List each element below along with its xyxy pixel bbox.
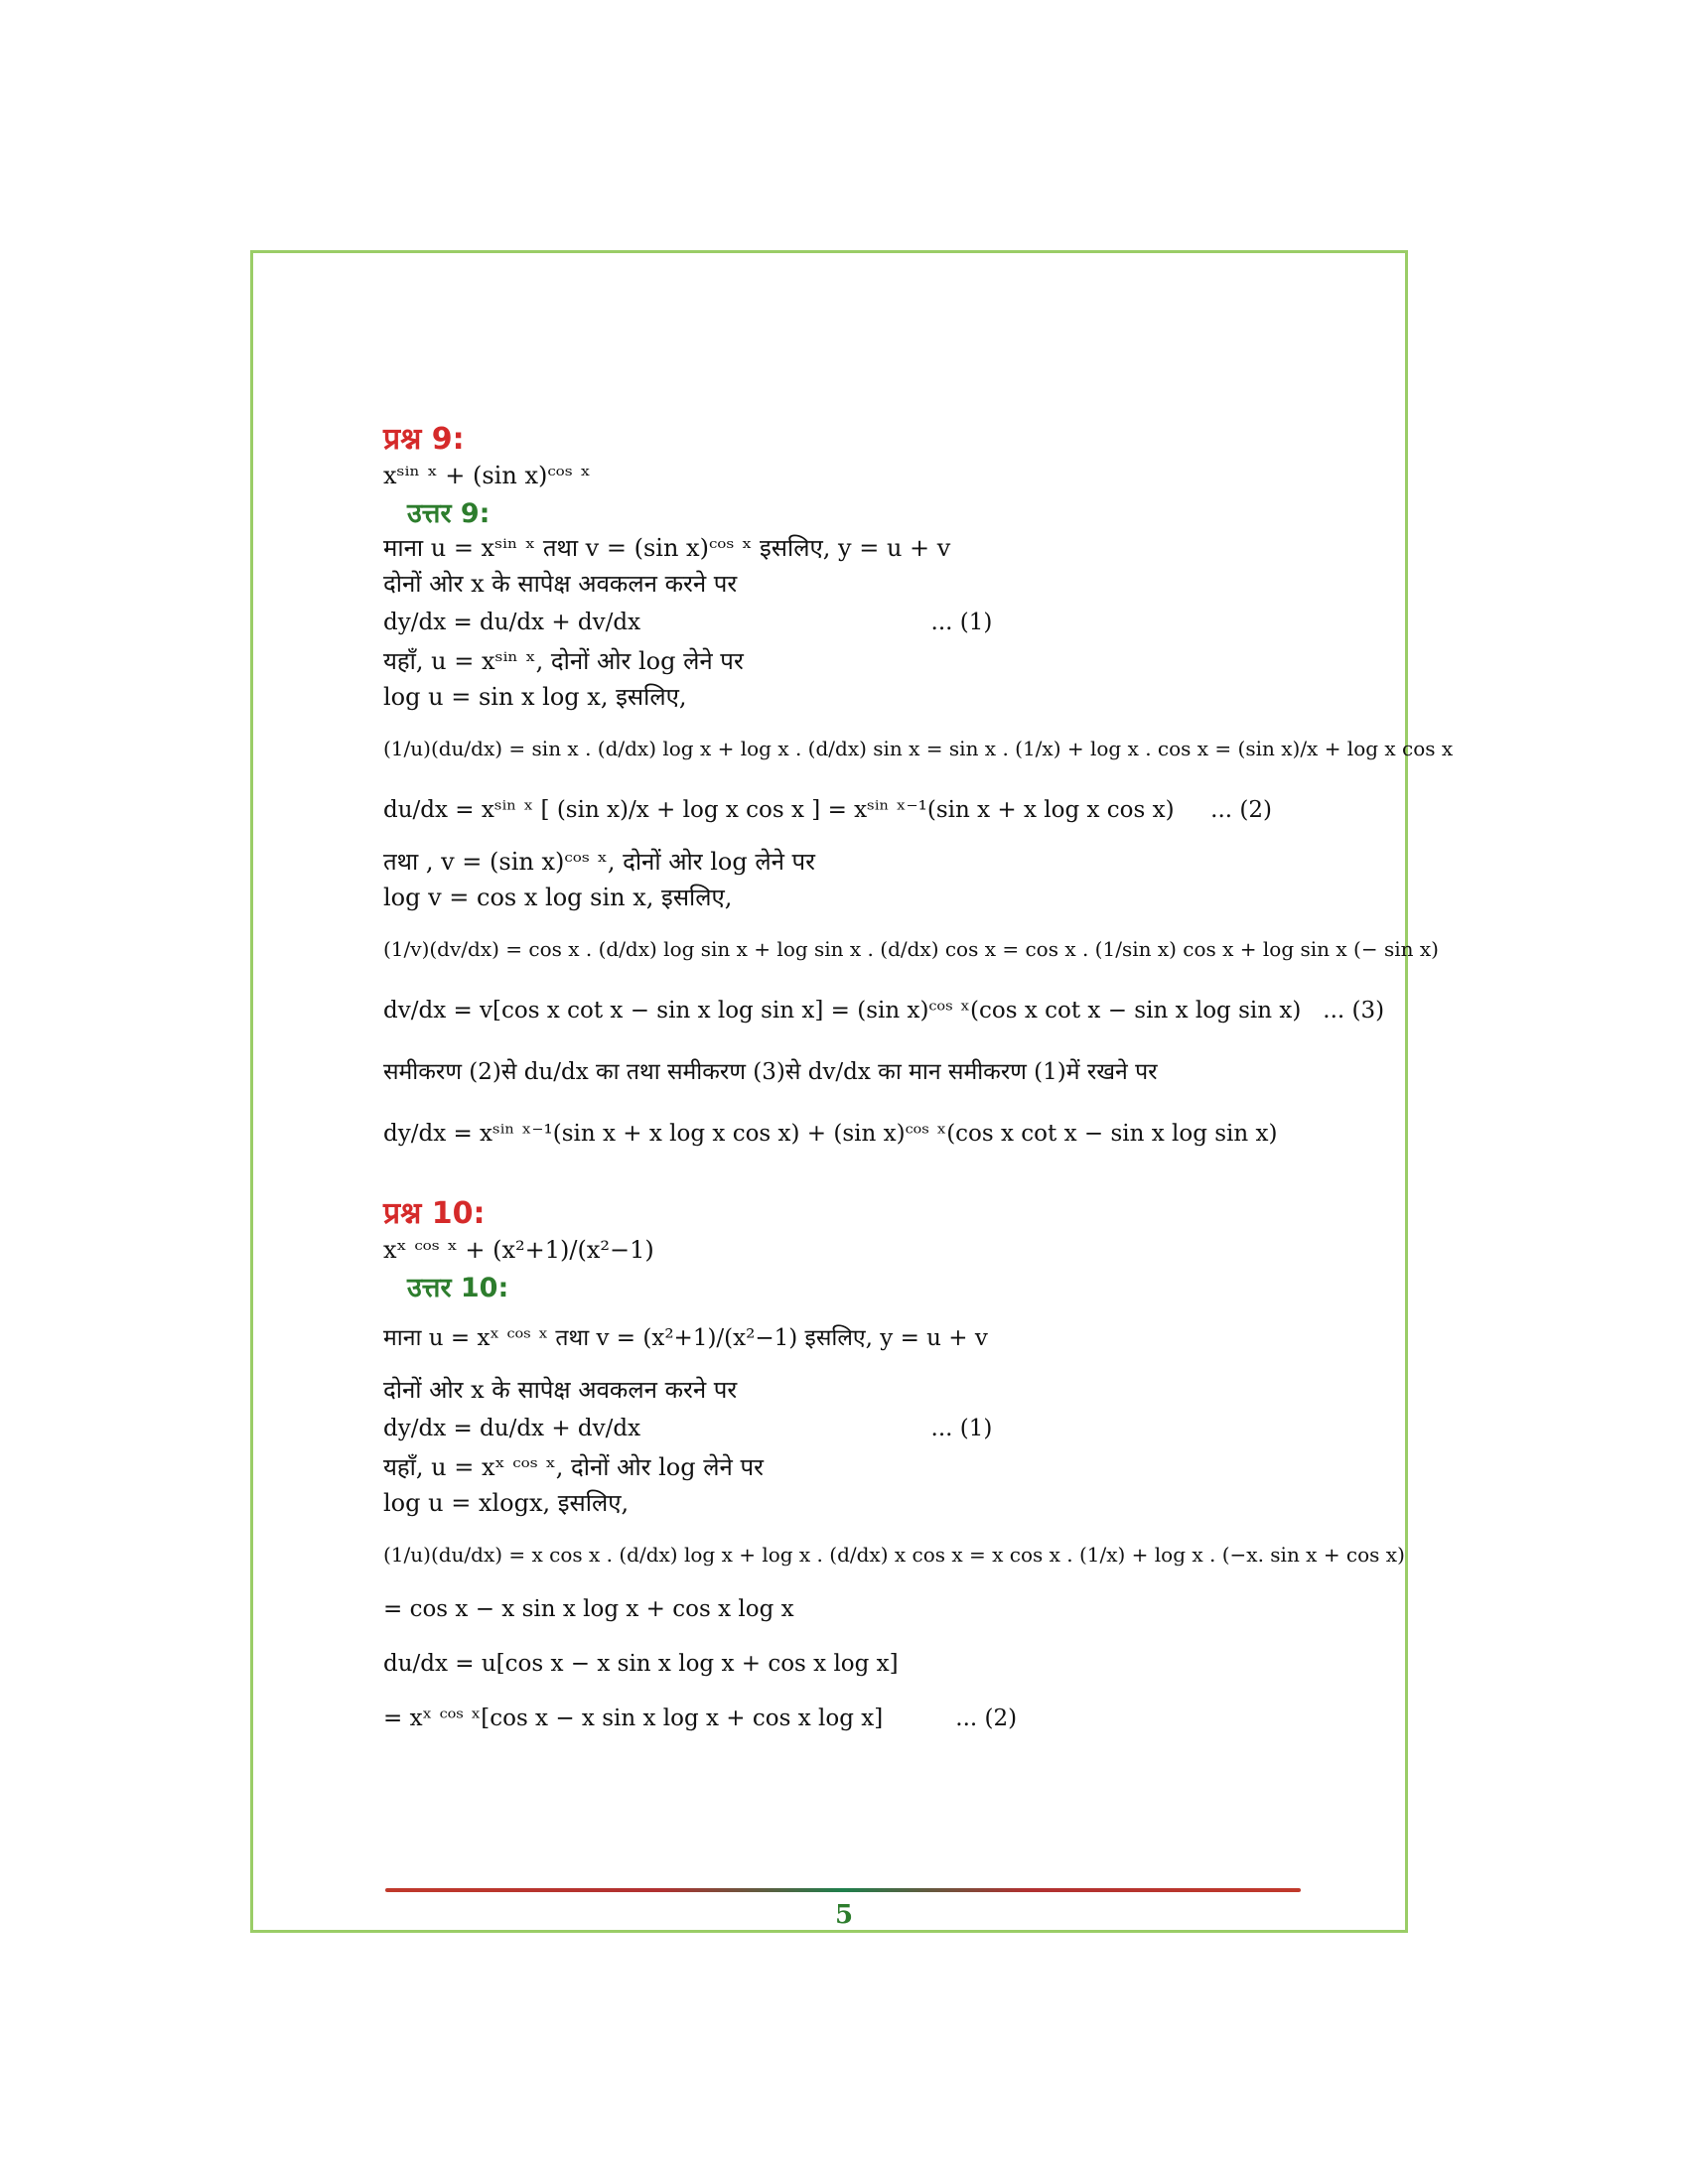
question-10-heading: प्रश्न 10: bbox=[383, 1196, 486, 1231]
answer-10-equation: = xˣ ᶜᵒˢ ˣ[cos x − x sin x log x + cos x log x] ... (2) bbox=[383, 1706, 1018, 1731]
answer-9-line: माना u = xˢⁱⁿ ˣ तथा v = (sin x)ᶜᵒˢ ˣ इसलिए, y = u + v bbox=[383, 534, 951, 562]
answer-10-line: यहाँ, u = xˣ ᶜᵒˢ ˣ, दोनों ओर log लेने पर bbox=[383, 1453, 764, 1481]
question-10-expression: xˣ ᶜᵒˢ ˣ + (x²+1)/(x²−1) bbox=[383, 1236, 654, 1264]
answer-9-equation: (1/u)(du/dx) = sin x . (d/dx) log x + log x . (d/dx) sin x = sin x . (1/x) + log x . cos x = (sin x)/x + log x cos x bbox=[383, 737, 1454, 760]
answer-9-line: समीकरण (2)से du/dx का तथा समीकरण (3)से dv/dx का मान समीकरण (1)में रखने पर bbox=[383, 1059, 1158, 1085]
answer-10-equation: dy/dx = du/dx + dv/dx ... (1) bbox=[383, 1416, 993, 1441]
answer-9-line: दोनों ओर x के सापेक्ष अवकलन करने पर bbox=[383, 570, 738, 598]
answer-9-line: log v = cos x log sin x, इसलिए, bbox=[383, 884, 733, 911]
answer-10-line: log u = xlogx, इसलिए, bbox=[383, 1489, 630, 1517]
answer-10-equation: = cos x − x sin x log x + cos x log x bbox=[383, 1596, 794, 1622]
question-9-heading: प्रश्न 9: bbox=[383, 422, 465, 457]
answer-9-equation: du/dx = xˢⁱⁿ ˣ [ (sin x)/x + log x cos x ] = xˢⁱⁿ ˣ⁻¹(sin x + x log x cos x) ... (2) bbox=[383, 797, 1272, 823]
answer-9-line: log u = sin x log x, इसलिए, bbox=[383, 683, 687, 711]
question-9-expression: xˢⁱⁿ ˣ + (sin x)ᶜᵒˢ ˣ bbox=[383, 462, 591, 489]
answer-10-line: दोनों ओर x के सापेक्ष अवकलन करने पर bbox=[383, 1376, 738, 1404]
page-number: 5 bbox=[834, 1900, 854, 1930]
answer-9-equation: dy/dx = du/dx + dv/dx ... (1) bbox=[383, 610, 993, 635]
answer-9-equation: dv/dx = v[cos x cot x − sin x log sin x] = (sin x)ᶜᵒˢ ˣ(cos x cot x − sin x log sin x) ... (3) bbox=[383, 998, 1385, 1024]
answer-9-heading: उत्तर 9: bbox=[407, 498, 491, 529]
answer-9-line: यहाँ, u = xˢⁱⁿ ˣ, दोनों ओर log लेने पर bbox=[383, 647, 744, 675]
answer-10-heading: उत्तर 10: bbox=[407, 1273, 509, 1303]
answer-9-equation: (1/v)(dv/dx) = cos x . (d/dx) log sin x + log sin x . (d/dx) cos x = cos x . (1/sin x) cos x + log sin x (− sin x) bbox=[383, 937, 1439, 961]
page-content bbox=[383, 417, 1454, 1739]
answer-10-equation: du/dx = u[cos x − x sin x log x + cos x log x] bbox=[383, 1651, 899, 1677]
answer-9-line: तथा , v = (sin x)ᶜᵒˢ ˣ, दोनों ओर log लेने पर bbox=[383, 848, 815, 876]
answer-10-equation: (1/u)(du/dx) = x cos x . (d/dx) log x + log x . (d/dx) x cos x = x cos x . (1/x) + log x . (−x. sin x + cos x) bbox=[383, 1543, 1405, 1567]
footer-divider bbox=[385, 1888, 1301, 1892]
answer-10-line: माना u = xˣ ᶜᵒˢ ˣ तथा v = (x²+1)/(x²−1) इसलिए, y = u + v bbox=[383, 1325, 988, 1351]
answer-9-equation: dy/dx = xˢⁱⁿ ˣ⁻¹(sin x + x log x cos x) + (sin x)ᶜᵒˢ ˣ(cos x cot x − sin x log sin x) bbox=[383, 1121, 1278, 1147]
